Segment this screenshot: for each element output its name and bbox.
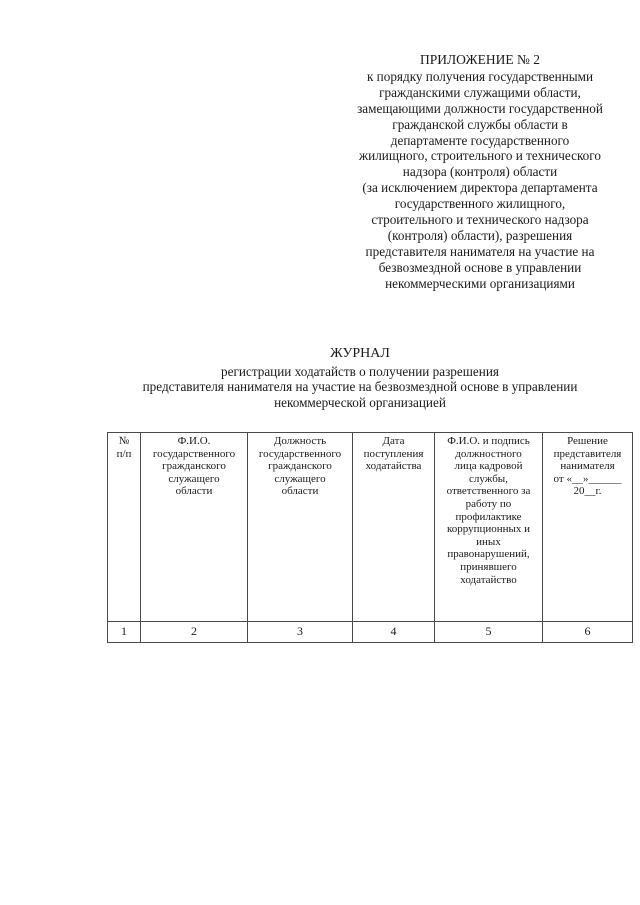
- header-cell-hr-officer: [435, 433, 543, 622]
- header-text: лица кадровой: [454, 460, 523, 473]
- header-text: государственного: [258, 447, 342, 460]
- header-cell-number: [108, 433, 141, 622]
- appendix-line: гражданской службы области в: [392, 116, 568, 132]
- header-text: Ф.И.О. и подпись: [447, 435, 530, 447]
- appendix-line: гражданскими служащими области,: [379, 84, 581, 100]
- column-number: 5: [435, 622, 543, 643]
- header-text: 20__г.: [573, 485, 602, 498]
- header-cell-position: [248, 433, 353, 622]
- journal-title: ЖУРНАЛ: [330, 346, 390, 361]
- header-text: области: [175, 485, 213, 498]
- header-text: ответственного за: [446, 485, 531, 498]
- header-text: служащего: [274, 472, 326, 485]
- table-header-row: [108, 433, 633, 622]
- appendix-block: [330, 52, 630, 292]
- header-text: представителя: [553, 447, 622, 460]
- header-text: нанимателя: [560, 460, 615, 473]
- header-text: служащего: [168, 472, 220, 485]
- appendix-line: департаменте государственного: [390, 132, 570, 148]
- header-text: правонарушений,: [447, 548, 530, 561]
- header-cell-date: [353, 433, 435, 622]
- appendix-line: строительного и технического надзора: [371, 212, 589, 228]
- header-text: профилактике: [455, 510, 522, 523]
- journal-subtitle-line: представителя нанимателя на участие на безвозмездной основе в управлении: [142, 379, 578, 395]
- header-text: работу по: [465, 497, 512, 510]
- journal-header: [80, 346, 640, 410]
- header-text: иных: [476, 535, 501, 548]
- header-text: службы,: [469, 472, 508, 485]
- appendix-line: к порядку получения государственными: [366, 68, 594, 84]
- header-text: п/п: [116, 447, 132, 460]
- header-text: Дата: [382, 435, 405, 447]
- column-number: 4: [353, 622, 435, 643]
- header-cell-decision: [543, 433, 633, 622]
- header-text: от «__»______: [553, 472, 622, 485]
- column-number: 2: [141, 622, 248, 643]
- header-text: поступления: [363, 447, 424, 460]
- appendix-line: некоммерческими организациями: [385, 275, 575, 291]
- appendix-line: представителя нанимателя на участие на: [365, 243, 595, 259]
- column-number: 3: [248, 622, 353, 643]
- column-number-row: [108, 622, 633, 643]
- appendix-line: (контроля) области), разрешения: [387, 227, 573, 243]
- header-text: Должность: [273, 435, 327, 447]
- header-text: области: [281, 485, 319, 498]
- appendix-line: жилищного, строительного и технического: [359, 148, 601, 164]
- header-text: ходатайство: [460, 573, 517, 586]
- header-text: принявшего: [460, 560, 517, 573]
- header-text: Решение: [567, 435, 608, 447]
- registration-table: [107, 432, 633, 643]
- appendix-heading: ПРИЛОЖЕНИЕ № 2: [419, 52, 541, 67]
- header-text: гражданского: [162, 460, 226, 473]
- journal-subtitle-line: регистрации ходатайств о получении разрешения: [221, 363, 499, 379]
- column-number: 1: [108, 622, 141, 643]
- header-text: Ф.И.О.: [177, 435, 211, 447]
- appendix-line: безвозмездной основе в управлении: [378, 259, 582, 275]
- appendix-line: надзора (контроля) области: [402, 164, 558, 180]
- header-text: №: [118, 435, 130, 447]
- appendix-line: (за исключением директора департамента: [362, 180, 598, 196]
- appendix-line: замещающими должности государственной: [357, 100, 603, 116]
- header-cell-name: [141, 433, 248, 622]
- header-text: должностного: [455, 447, 522, 460]
- header-text: гражданского: [268, 460, 332, 473]
- journal-subtitle-line: некоммерческой организацией: [274, 394, 446, 410]
- header-text: коррупционных и: [446, 523, 531, 536]
- header-text: ходатайства: [365, 460, 422, 473]
- column-number: 6: [543, 622, 633, 643]
- header-text: государственного: [152, 447, 236, 460]
- appendix-line: государственного жилищного,: [394, 196, 566, 212]
